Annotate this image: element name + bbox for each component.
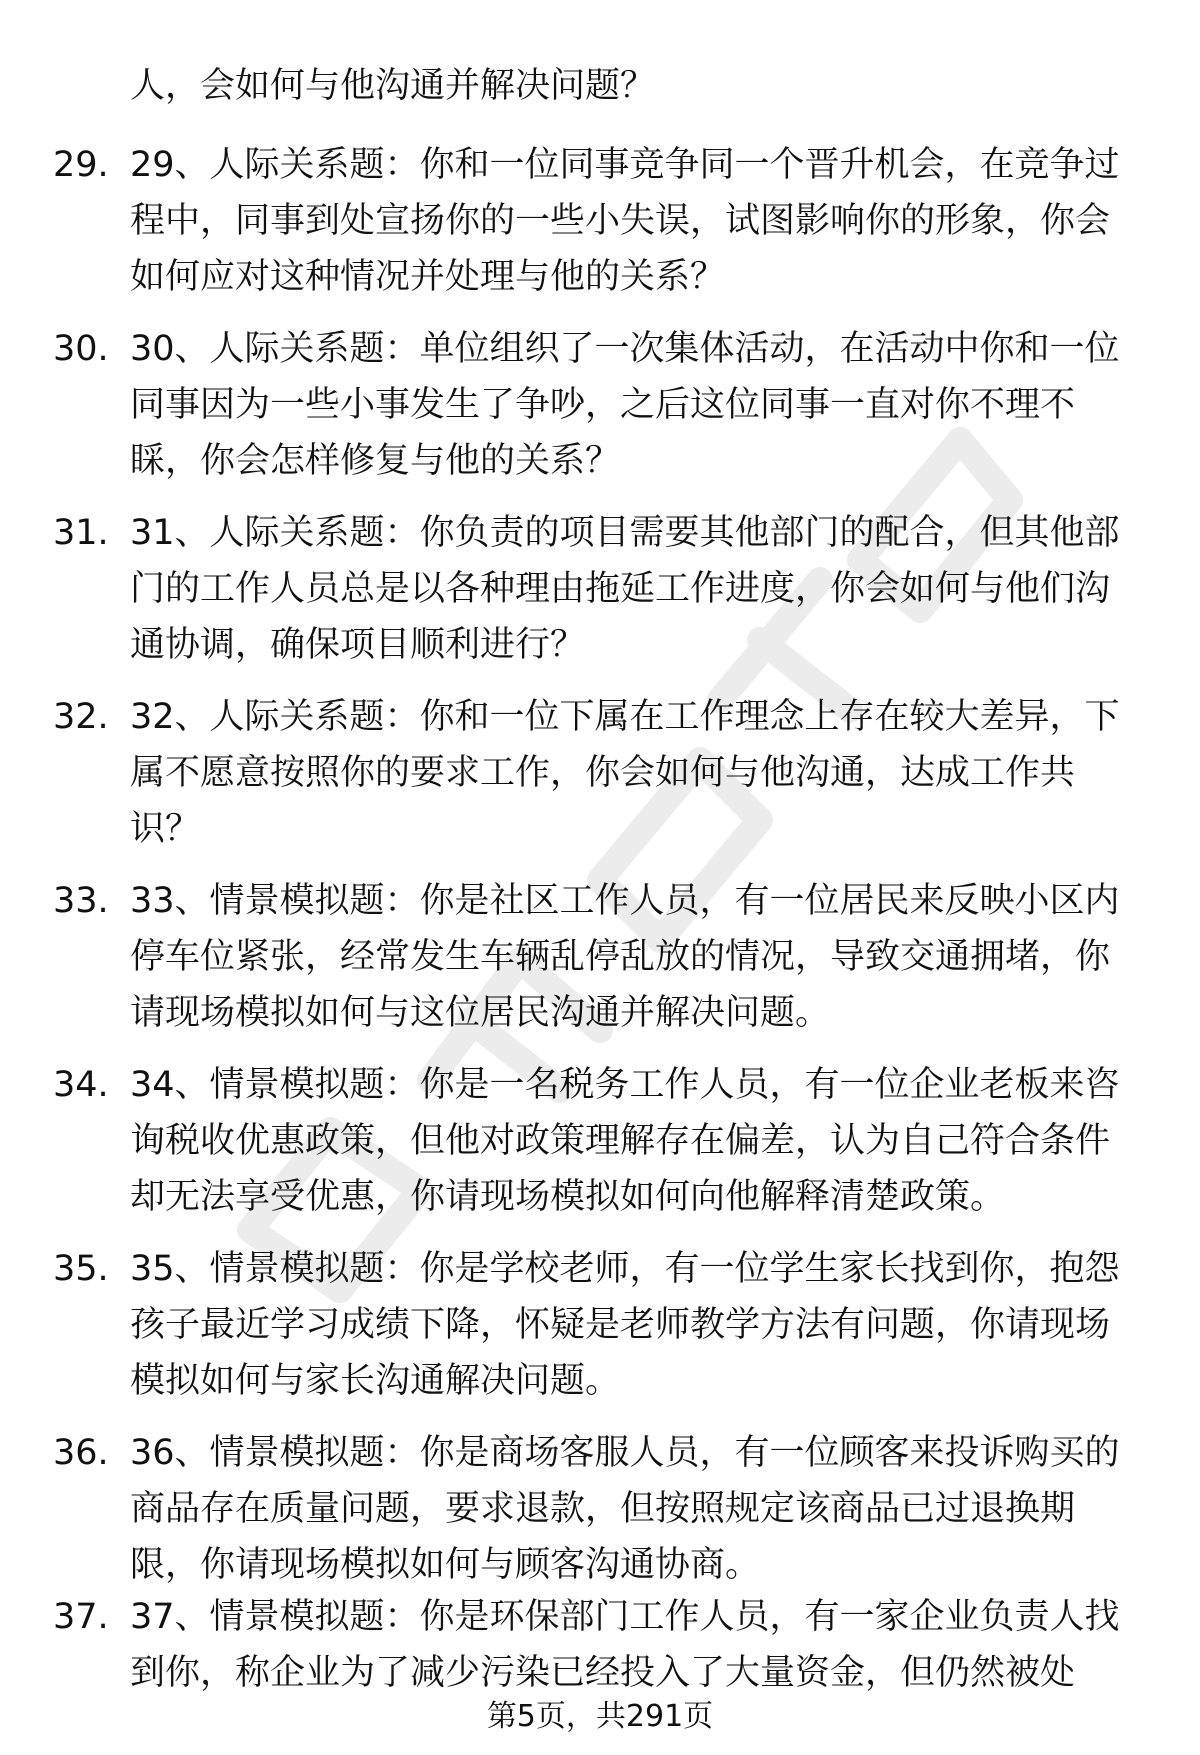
item-text (130, 873, 1140, 1041)
item-line: 如何应对这种情况并处理与他的关系？ (130, 257, 726, 297)
continuation-line: 人，会如何与他沟通并解决问题？ (130, 66, 656, 106)
item-line: 32、人际关系题：你和一位下属在工作理念上存在较大差异，下 (130, 697, 1120, 737)
item-line: 属不愿意按照你的要求工作，你会如何与他沟通，达成工作共 (130, 753, 1076, 793)
item-line: 34、情景模拟题：你是一名税务工作人员，有一位企业老板来咨 (130, 1065, 1120, 1105)
item-text (130, 137, 1140, 305)
item-text (130, 1425, 1140, 1593)
item-line: 30、人际关系题：单位组织了一次集体活动，在活动中你和一位 (130, 329, 1120, 369)
item-line: 商品存在质量问题，要求退款，但按照规定该商品已过退换期 (130, 1489, 1076, 1529)
item-line: 36、情景模拟题：你是商场客服人员，有一位顾客来投诉购买的 (130, 1433, 1120, 1473)
item-number: 29. (53, 145, 109, 185)
item-line: 模拟如何与家长沟通解决问题。 (130, 1361, 621, 1401)
item-line: 同事因为一些小事发生了争吵，之后这位同事一直对你不理不 (130, 385, 1076, 425)
item-text (130, 505, 1140, 673)
item-number: 37. (53, 1597, 109, 1637)
item-text (130, 1589, 1140, 1701)
item-number: 32. (53, 697, 109, 737)
item-line: 37、情景模拟题：你是环保部门工作人员，有一家企业负责人找 (130, 1597, 1120, 1637)
item-number: 31. (53, 513, 109, 553)
item-number: 34. (53, 1065, 109, 1105)
item-line: 却无法享受优惠，你请现场模拟如何向他解释清楚政策。 (130, 1177, 1006, 1217)
item-number: 30. (53, 329, 109, 369)
item-line: 限，你请现场模拟如何与顾客沟通协商。 (130, 1545, 761, 1585)
item-number: 33. (53, 881, 109, 921)
item-line: 35、情景模拟题：你是学校老师，有一位学生家长找到你，抱怨 (130, 1249, 1120, 1289)
item-number: 35. (53, 1249, 109, 1289)
item-line: 31、人际关系题：你负责的项目需要其他部门的配合，但其他部 (130, 513, 1120, 553)
item-line: 询税收优惠政策，但他对政策理解存在偏差，认为自己符合条件 (130, 1121, 1111, 1161)
item-line: 门的工作人员总是以各种理由拖延工作进度，你会如何与他们沟 (130, 569, 1111, 609)
item-number: 36. (53, 1433, 109, 1473)
item-line: 29、人际关系题：你和一位同事竞争同一个晋升机会，在竞争过 (130, 145, 1120, 185)
item-line: 请现场模拟如何与这位居民沟通并解决问题。 (130, 993, 831, 1033)
item-line: 通协调，确保项目顺利进行？ (130, 625, 586, 665)
item-text (130, 1057, 1140, 1225)
item-text (130, 689, 1140, 857)
item-line: 到你，称企业为了减少污染已经投入了大量资金，但仍然被处 (130, 1653, 1076, 1693)
item-line: 睬，你会怎样修复与他的关系？ (130, 441, 621, 481)
item-line: 孩子最近学习成绩下降，怀疑是老师教学方法有问题，你请现场 (130, 1305, 1111, 1345)
item-line: 停车位紧张，经常发生车辆乱停乱放的情况，导致交通拥堵，你 (130, 937, 1111, 977)
item-line: 程中，同事到处宣扬你的一些小失误，试图影响你的形象，你会 (130, 201, 1111, 241)
item-line: 识？ (130, 809, 201, 849)
page-footer: 第5页，共291页 (486, 1699, 714, 1734)
item-line: 33、情景模拟题：你是社区工作人员，有一位居民来反映小区内 (130, 881, 1120, 921)
item-text (130, 321, 1140, 489)
item-text (130, 1241, 1140, 1409)
